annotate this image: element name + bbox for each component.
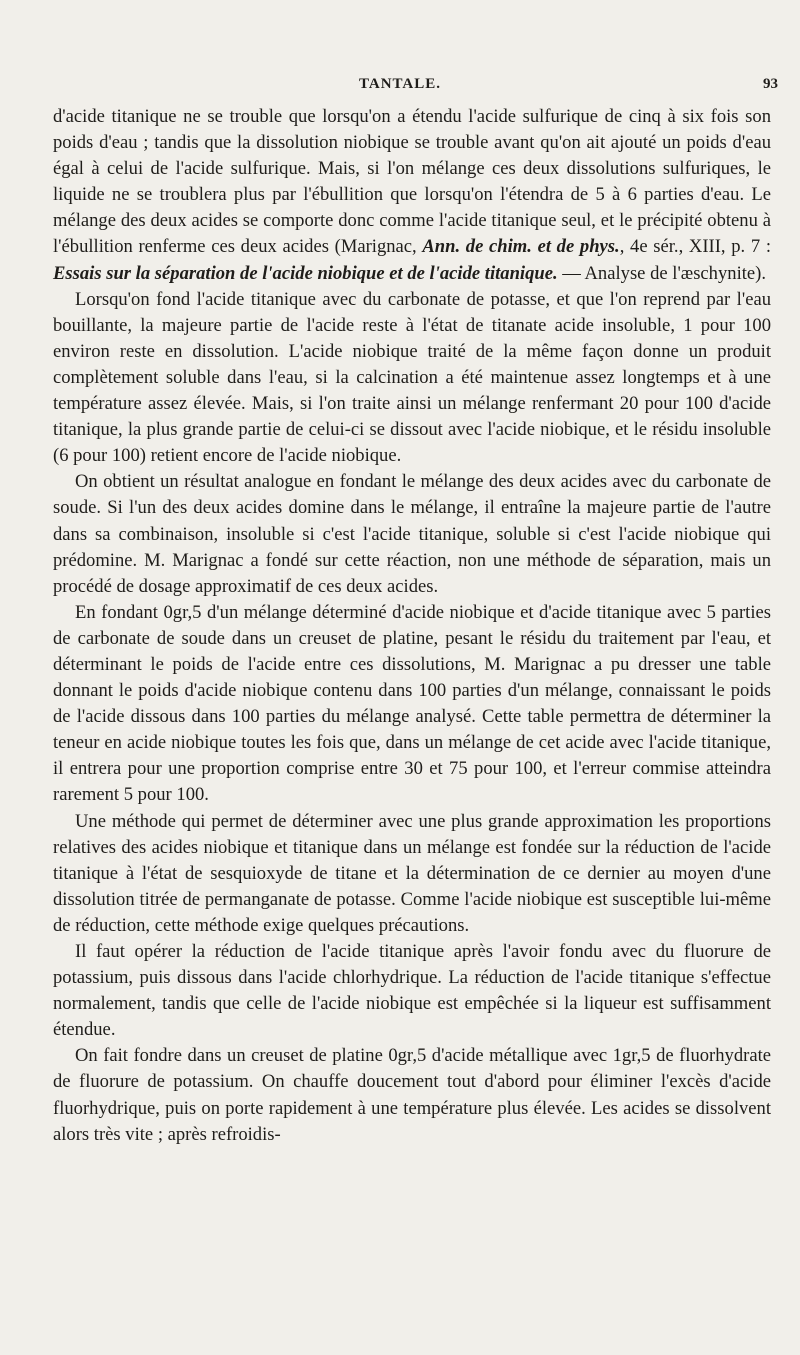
page-number: 93: [763, 76, 778, 92]
text-segment: d'acide titanique ne se trouble que lorsqu'on a étendu l'acide sulfurique de cinq à six fois son poids d'eau ; tandis que la dissolution niobique se trouble avant qu'on ait ajouté un poids d'eau égal à celui de l'acide sulfurique. Mais, si l'on mélange ces deux dissolutions sulfuriques, le liquide ne se troublera plus par l'ébullition que lorsqu'on l'étendra de 5 à 6 parties d'eau. Le mélange des deux acides se comporte donc comme l'acide titanique seul, et le précipité obtenu à l'ébullition renferme ces deux acides (Marignac,: [53, 106, 771, 258]
text-segment: Lorsqu'on fond l'acide titanique avec du carbonate de potasse, et que l'on reprend par l'eau bouillante, la majeure partie de l'acide reste à l'état de titanate acide insoluble, 1 pour 100 environ reste en dissolution. L'acide niobique traité de la même façon donne un produit complètement soluble dans l'eau, si la calcination a été maintenue assez longtemps et à une température assez élevée. Mais, si l'on traite ainsi un mélange renfermant 20 pour 100 d'acide titanique, la plus grande partie de celui-ci se dissout avec l'acide niobique, et le résidu insoluble (6 pour 100) retient encore de l'acide niobique.: [53, 288, 771, 467]
paragraph-5: [53, 809, 771, 939]
text-segment: — Analyse de l'æschynite).: [557, 262, 767, 284]
text-segment: En fondant 0gr,5 d'un mélange déterminé d'acide niobique et d'acide titanique avec 5 parties de carbonate de soude dans un creuset de platine, pesant le résidu du traitement par l'eau, et déterminant le poids de l'acide entre ces dissolutions, M. Marignac a pu dresser une table donnant le poids d'acide niobique contenu dans 100 parties d'un mélange, connaissant le poids de l'acide dissous dans 100 parties du mélange analysé. Cette table permettra de déterminer la teneur en acide niobique toutes les fois que, dans un mélange de cet acide avec l'acide titanique, il entrera pour une proportion comprise entre 30 et 75 pour 100, et l'erreur commise atteindra rarement 5 pour 100.: [53, 601, 771, 806]
text-segment: Une méthode qui permet de déterminer avec une plus grande approximation les proportions relatives des acides niobique et titanique dans un mélange est fondée sur la réduction de l'acide titanique à l'état de sesquioxyde de titane et la détermination de ce dernier au moyen d'une dissolution titrée de permanganate de potasse. Comme l'acide niobique est susceptible lui-même de réduction, cette méthode exige quelques précautions.: [53, 810, 771, 936]
journal-citation: Ann. de chim. et de phys.: [422, 236, 620, 258]
paragraph-1: [53, 104, 771, 287]
text-segment: Il faut opérer la réduction de l'acide titanique après l'avoir fondu avec du fluorure de potassium, puis dissous dans l'acide chlorhydrique. La réduction de l'acide titanique s'effectue normalement, tandis que celle de l'acide niobique est empêchée si la liqueur est suffisamment étendue.: [53, 941, 771, 1041]
paragraph-4: [53, 600, 771, 809]
article-title: Essais sur la séparation de l'acide niobique et de l'acide titanique.: [53, 262, 558, 284]
paragraph-3: [53, 469, 771, 599]
running-title: TANTALE.: [358, 76, 442, 92]
text-segment: On fait fondre dans un creuset de platine 0gr,5 d'acide métallique avec 1gr,5 de fluorhydrate de fluorure de potassium. On chauffe doucement tout d'abord pour éliminer l'excès d'acide fluorhydrique, puis on porte rapidement à une température plus élevée. Les acides se dissolvent alors très vite ; après refroidis-: [53, 1045, 771, 1145]
paragraph-2: [53, 287, 771, 470]
text-segment: , 4e sér., XIII, p. 7 :: [619, 236, 771, 258]
paragraph-7: [53, 1043, 771, 1147]
text-segment: On obtient un résultat analogue en fondant le mélange des deux acides avec du carbonate de soude. Si l'un des deux acides domine dans le mélange, il entraîne la majeure partie de l'autre dans sa combinaison, insoluble si c'est l'acide titanique, soluble si c'est l'acide niobique qui prédomine. M. Marignac a fondé sur cette réaction, non une méthode de séparation, mais un procédé de dosage approximatif de ces deux acides.: [53, 471, 771, 597]
body-text: [53, 104, 771, 1148]
paragraph-6: [53, 939, 771, 1043]
